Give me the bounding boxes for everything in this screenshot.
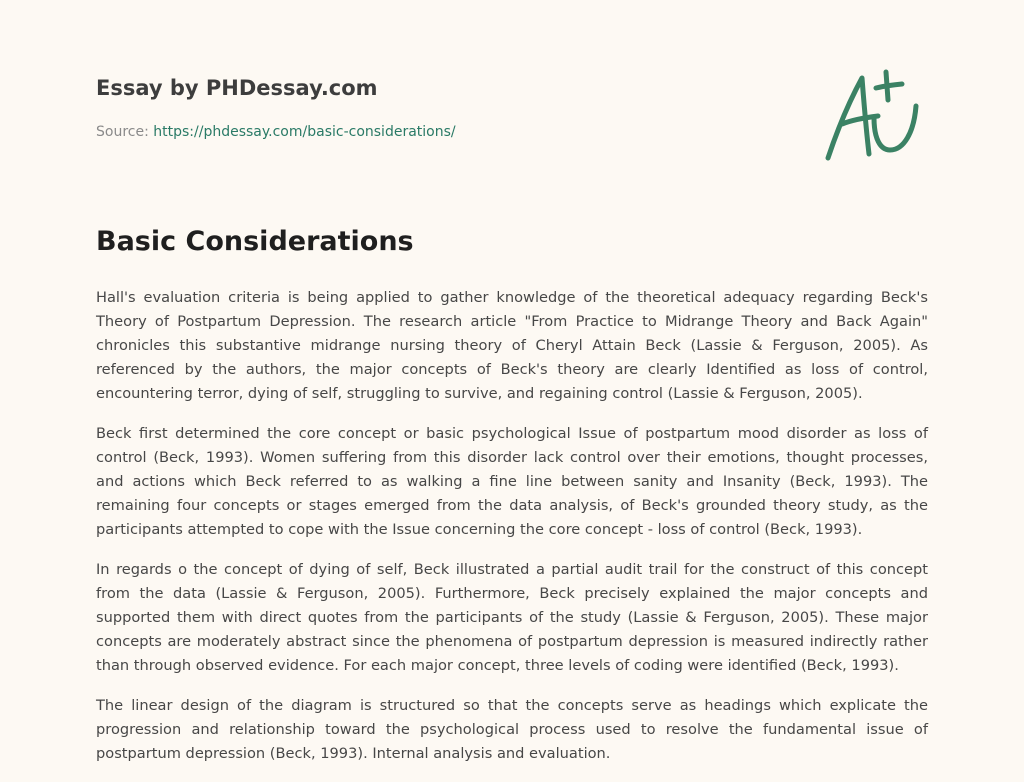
essay-title: Basic Considerations xyxy=(96,226,414,257)
source-line xyxy=(96,124,456,140)
source-label: Source: xyxy=(96,124,154,140)
source-link[interactable]: https://phdessay.com/basic-considerations/ xyxy=(153,124,456,140)
site-brand: Essay by PHDessay.com xyxy=(96,76,378,100)
paragraph: The linear design of the diagram is structured so that the concepts serve as headings which explicate the progression and relationship toward the psychological process used to resolve the fundamental issue of postpartum depression (Beck, 1993). Internal analysis and evaluation. xyxy=(96,697,928,762)
a-plus-grade-icon xyxy=(822,66,926,166)
paragraph: Hall's evaluation criteria is being applied to gather knowledge of the theoretical adequacy regarding Beck's Theory of Postpartum Depression. The research article "From Practice to Midrange Theory and Back Again" chronicles this substantive midrange nursing theory of Cheryl Attain Beck (Lassie & Ferguson, 2005). As referenced by the authors, the major concepts of Beck's theory are clearly Identified as loss of control, encountering terror, dying of self, struggling to survive, and regaining control (Lassie & Ferguson, 2005). xyxy=(96,289,928,402)
paragraph: In regards o the concept of dying of self, Beck illustrated a partial audit trail for the construct of this concept from the data (Lassie & Ferguson, 2005). Furthermore, Beck precisely explained the major concepts and supported them with direct quotes from the participants of the study (Lassie & Ferguson, 2005). These major concepts are moderately abstract since the phenomena of postpartum depression is measured indirectly rather than through observed evidence. For each major concept, three levels of coding were identified (Beck, 1993). xyxy=(96,561,928,674)
essay-body xyxy=(96,286,928,782)
paragraph: Beck first determined the core concept or basic psychological Issue of postpartum mood disorder as loss of control (Beck, 1993). Women suffering from this disorder lack control over their emotions, thought processes, and actions which Beck referred to as walking a fine line between sanity and Insanity (Beck, 1993). The remaining four concepts or stages emerged from the data analysis, of Beck's grounded theory study, as the participants attempted to cope with the Issue concerning the core concept - loss of control (Beck, 1993). xyxy=(96,425,928,538)
